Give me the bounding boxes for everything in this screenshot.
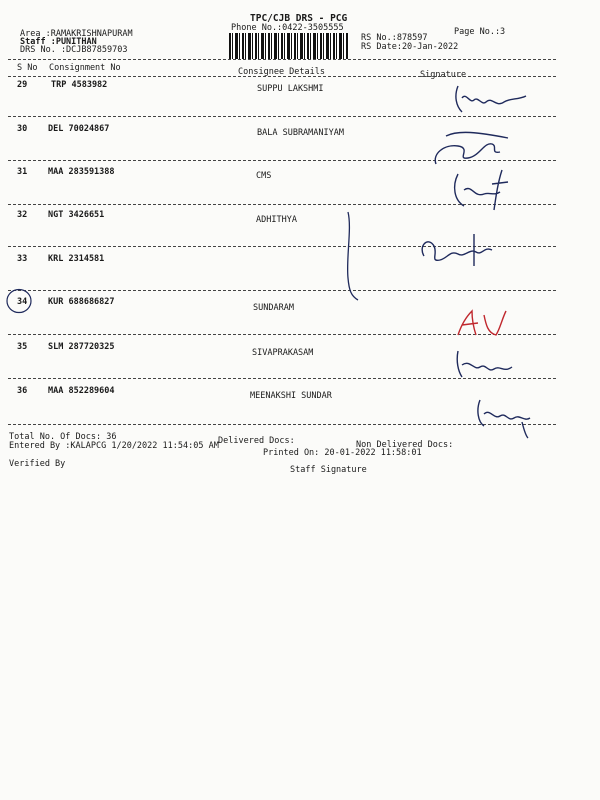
row-sno: 32 (17, 210, 28, 220)
row-sno: 33 (17, 254, 28, 264)
signature-row-34 (452, 305, 512, 345)
header-divider (8, 59, 556, 60)
document-title: TPC/CJB DRS - PCG (250, 13, 348, 24)
drs-number: DRS No. :DCJB87859703 (20, 45, 128, 55)
row-consignee: ADHITHYA (256, 215, 297, 225)
row-consignment: TRP 4583982 (51, 80, 108, 90)
area-field: Area :RAMAKRISHNAPURAM (20, 29, 133, 39)
column-consignee: Consignee Details (238, 67, 325, 77)
total-docs: Total No. Of Docs: 36 (9, 432, 117, 442)
row-sno: 34 (17, 297, 28, 307)
rs-date: RS Date:20-Jan-2022 (361, 42, 459, 52)
hand-circle-mark (4, 286, 34, 316)
row-divider (8, 290, 556, 291)
row-consignment: NGT 3426651 (48, 210, 105, 220)
page-number: Page No.:3 (454, 27, 506, 37)
delivered-docs: Delivered Docs: (218, 436, 295, 446)
column-sno: S No (17, 63, 38, 73)
signature-row-31 (444, 166, 524, 216)
signature-row-32 (414, 226, 504, 276)
printed-on: Printed On: 20-01-2022 11:58:01 (263, 448, 422, 458)
row-consignee: CMS (256, 171, 272, 181)
row-consignee: BALA SUBRAMANIYAM (257, 128, 344, 138)
entered-by: Entered By :KALAPCG 1/20/2022 11:54:05 AM (9, 441, 219, 451)
signature-row-36 (470, 392, 540, 440)
barcode (229, 33, 349, 59)
row-consignment: MAA 283591388 (48, 167, 115, 177)
row-consignee: MEENAKSHI SUNDAR (250, 391, 332, 401)
row-consignee: SIVAPRAKASAM (252, 348, 314, 358)
phone-number: Phone No.:0422-3505555 (231, 23, 344, 33)
column-divider (8, 76, 556, 77)
row-consignee: SUNDARAM (253, 303, 294, 313)
row-consignment: MAA 852289604 (48, 386, 115, 396)
staff-signature-label: Staff Signature (290, 465, 367, 475)
column-consignment: Consignment No (49, 63, 121, 73)
row-sno: 30 (17, 124, 28, 134)
row-sno: 29 (17, 80, 28, 90)
signature-row-29 (448, 78, 538, 118)
verified-by: Verified By (9, 459, 66, 469)
row-sno: 36 (17, 386, 28, 396)
row-sno: 35 (17, 342, 28, 352)
row-consignment: KRL 2314581 (48, 254, 105, 264)
hand-bracket-mark (338, 208, 368, 304)
signature-row-35 (450, 345, 520, 385)
column-signature: Signature (420, 70, 467, 80)
row-sno: 31 (17, 167, 28, 177)
row-consignment: KUR 688686827 (48, 297, 115, 307)
staff-field: Staff :PUNITHAN (20, 37, 97, 47)
row-consignment: DEL 70024867 (48, 124, 110, 134)
rs-number: RS No.:878597 (361, 33, 428, 43)
row-consignment: SLM 287720325 (48, 342, 115, 352)
row-consignee: SUPPU LAKSHMI (257, 84, 324, 94)
non-delivered-docs: Non Delivered Docs: (356, 440, 454, 450)
